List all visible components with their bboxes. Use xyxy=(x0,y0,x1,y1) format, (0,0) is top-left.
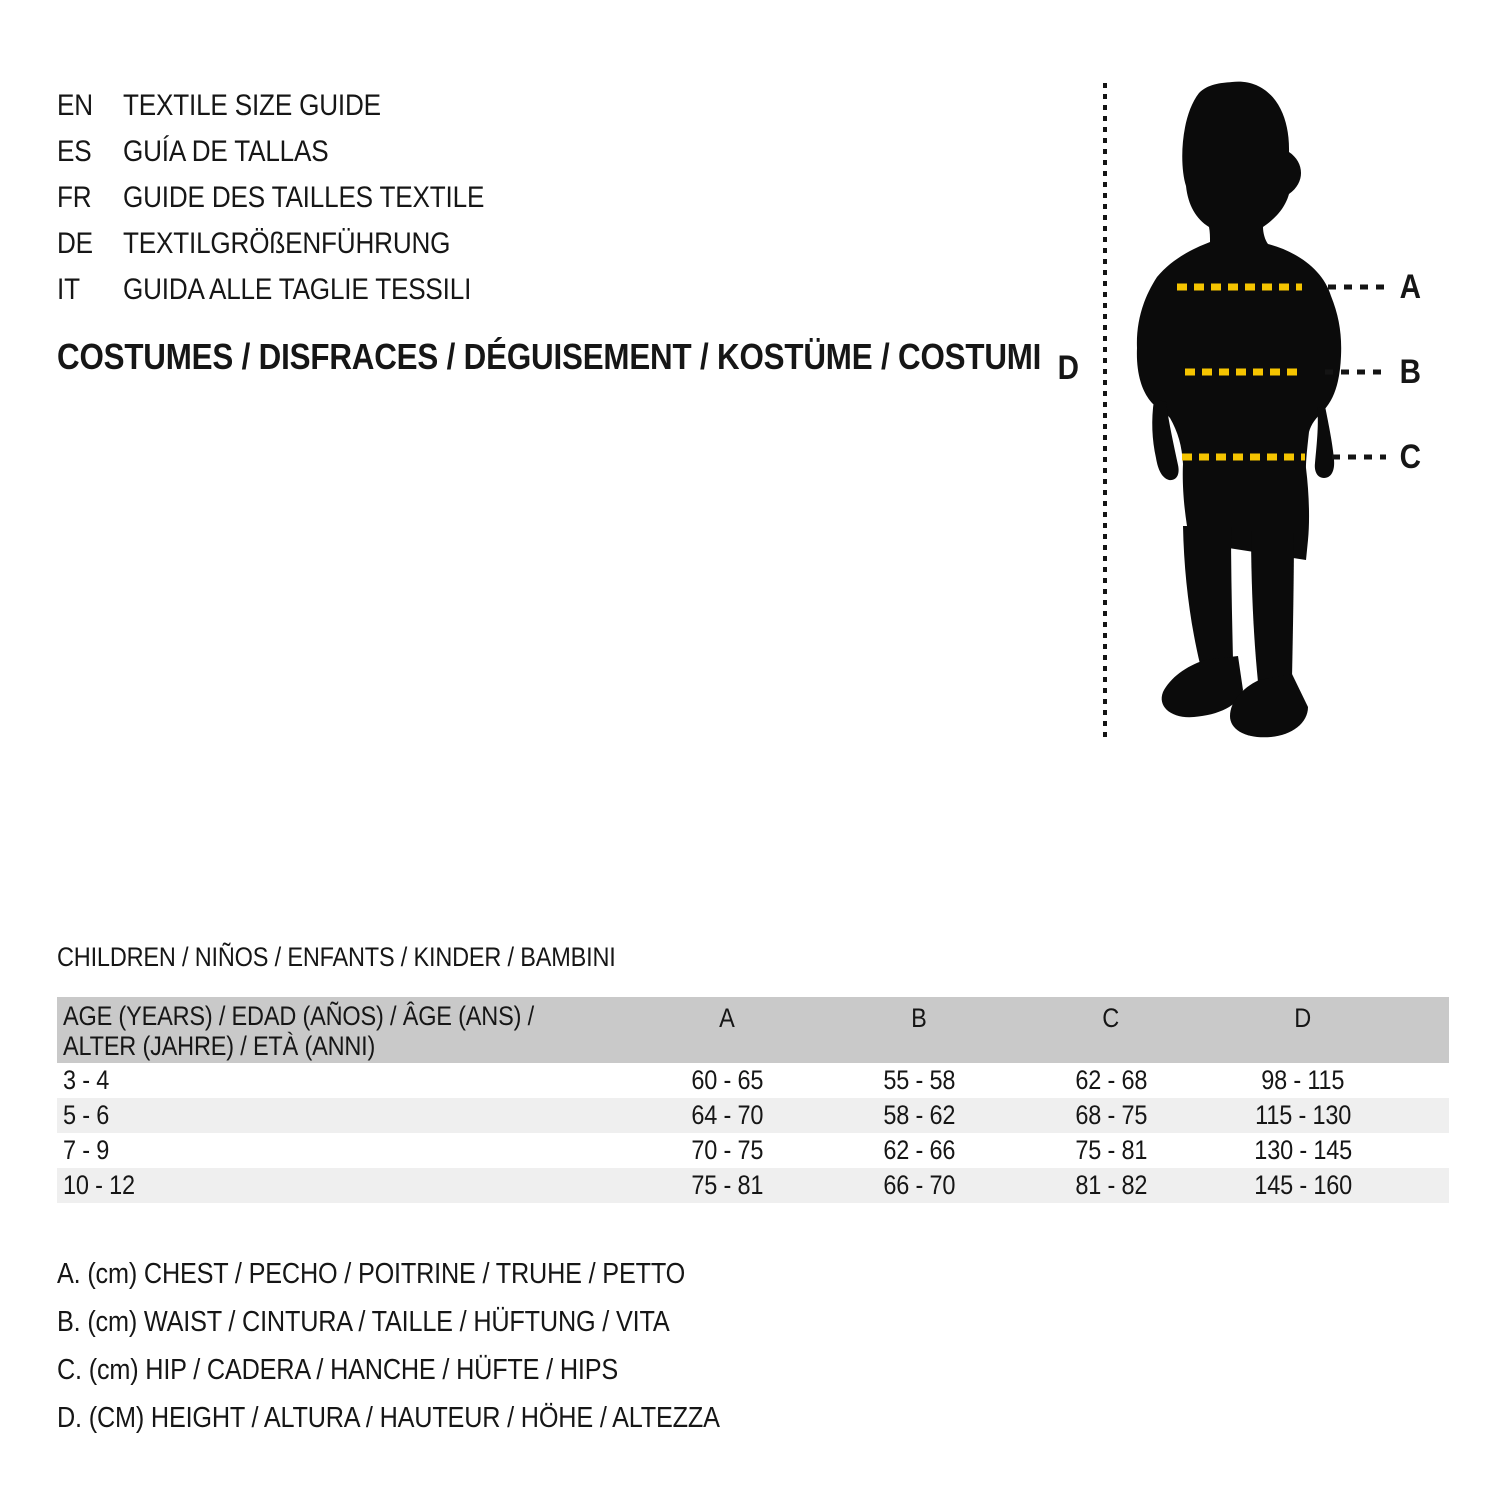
age-cell: 5 - 6 xyxy=(63,1100,110,1130)
lang-row-it xyxy=(57,267,538,313)
lang-row-fr xyxy=(57,175,538,221)
lang-code-fr: FR xyxy=(57,181,92,214)
lang-title-fr: GUIDE DES TAILLES TEXTILE xyxy=(123,181,485,214)
lang-title-en: TEXTILE SIZE GUIDE xyxy=(123,89,381,122)
col-header-a: A xyxy=(719,1003,735,1033)
waist-cell: 55 - 58 xyxy=(883,1065,955,1095)
waist-cell: 58 - 62 xyxy=(883,1100,955,1130)
lang-title-it: GUIDA ALLE TAGLIE TESSILI xyxy=(123,273,472,306)
lang-row-es xyxy=(57,129,538,175)
height-cell: 130 - 145 xyxy=(1254,1135,1352,1165)
table-row xyxy=(57,1133,1449,1168)
col-header-d: D xyxy=(1294,1003,1312,1033)
age-cell: 7 - 9 xyxy=(63,1135,110,1165)
lang-row-en xyxy=(57,83,538,129)
lang-title-de: TEXTILGRÖßENFÜHRUNG xyxy=(123,227,451,260)
category-title: COSTUMES / DISFRACES / DÉGUISEMENT / KOSTÜME / COSTUMI xyxy=(57,336,1042,377)
legend-height: D. (CM) HEIGHT / ALTURA / HAUTEUR / HÖHE / ALTEZZA xyxy=(57,1401,720,1434)
table-row xyxy=(57,1063,1449,1098)
children-section-title: CHILDREN / NIÑOS / ENFANTS / KINDER / BAMBINI xyxy=(57,942,616,972)
label-d: D xyxy=(1057,349,1079,387)
col-header-b: B xyxy=(911,1003,927,1033)
table-row xyxy=(57,1168,1449,1203)
lang-code-de: DE xyxy=(57,227,93,260)
legend-hip: C. (cm) HIP / CADERA / HANCHE / HÜFTE / HIPS xyxy=(57,1353,619,1386)
age-header-cell: AGE (YEARS) / EDAD (AÑOS) / ÂGE (ANS) / ALTER (JAHRE) / ETÀ (ANNI) xyxy=(63,1001,534,1061)
hip-cell: 75 - 81 xyxy=(1075,1135,1147,1165)
table-header-row xyxy=(57,997,1449,1063)
label-b: B xyxy=(1399,353,1421,391)
height-cell: 115 - 130 xyxy=(1255,1100,1351,1130)
lang-code-es: ES xyxy=(57,135,92,168)
label-a: A xyxy=(1399,268,1421,306)
chest-cell: 70 - 75 xyxy=(691,1135,763,1165)
chest-cell: 75 - 81 xyxy=(691,1170,763,1200)
legend-waist: B. (cm) WAIST / CINTURA / TAILLE / HÜFTUNG / VITA xyxy=(57,1305,670,1338)
table-row xyxy=(57,1098,1449,1133)
col-header-c: C xyxy=(1102,1003,1120,1033)
age-cell: 3 - 4 xyxy=(63,1065,110,1095)
chest-cell: 64 - 70 xyxy=(691,1100,763,1130)
language-title-list xyxy=(57,83,538,313)
hip-cell: 81 - 82 xyxy=(1075,1170,1147,1200)
height-cell: 98 - 115 xyxy=(1261,1065,1345,1095)
hip-cell: 68 - 75 xyxy=(1075,1100,1147,1130)
height-cell: 145 - 160 xyxy=(1254,1170,1352,1200)
child-silhouette xyxy=(1120,70,1400,750)
hip-cell: 62 - 68 xyxy=(1075,1065,1147,1095)
label-c: C xyxy=(1399,438,1421,476)
lang-row-de xyxy=(57,221,538,267)
size-table xyxy=(57,997,1449,1203)
waist-cell: 62 - 66 xyxy=(883,1135,955,1165)
height-dotted-line xyxy=(1103,83,1107,741)
waist-cell: 66 - 70 xyxy=(883,1170,955,1200)
lang-code-en: EN xyxy=(57,89,93,122)
age-cell: 10 - 12 xyxy=(63,1170,135,1200)
lang-title-es: GUÍA DE TALLAS xyxy=(123,135,329,168)
chest-cell: 60 - 65 xyxy=(691,1065,763,1095)
measurement-legend xyxy=(57,1250,819,1442)
lang-code-it: IT xyxy=(57,273,80,306)
legend-chest: A. (cm) CHEST / PECHO / POITRINE / TRUHE / PETTO xyxy=(57,1257,686,1290)
